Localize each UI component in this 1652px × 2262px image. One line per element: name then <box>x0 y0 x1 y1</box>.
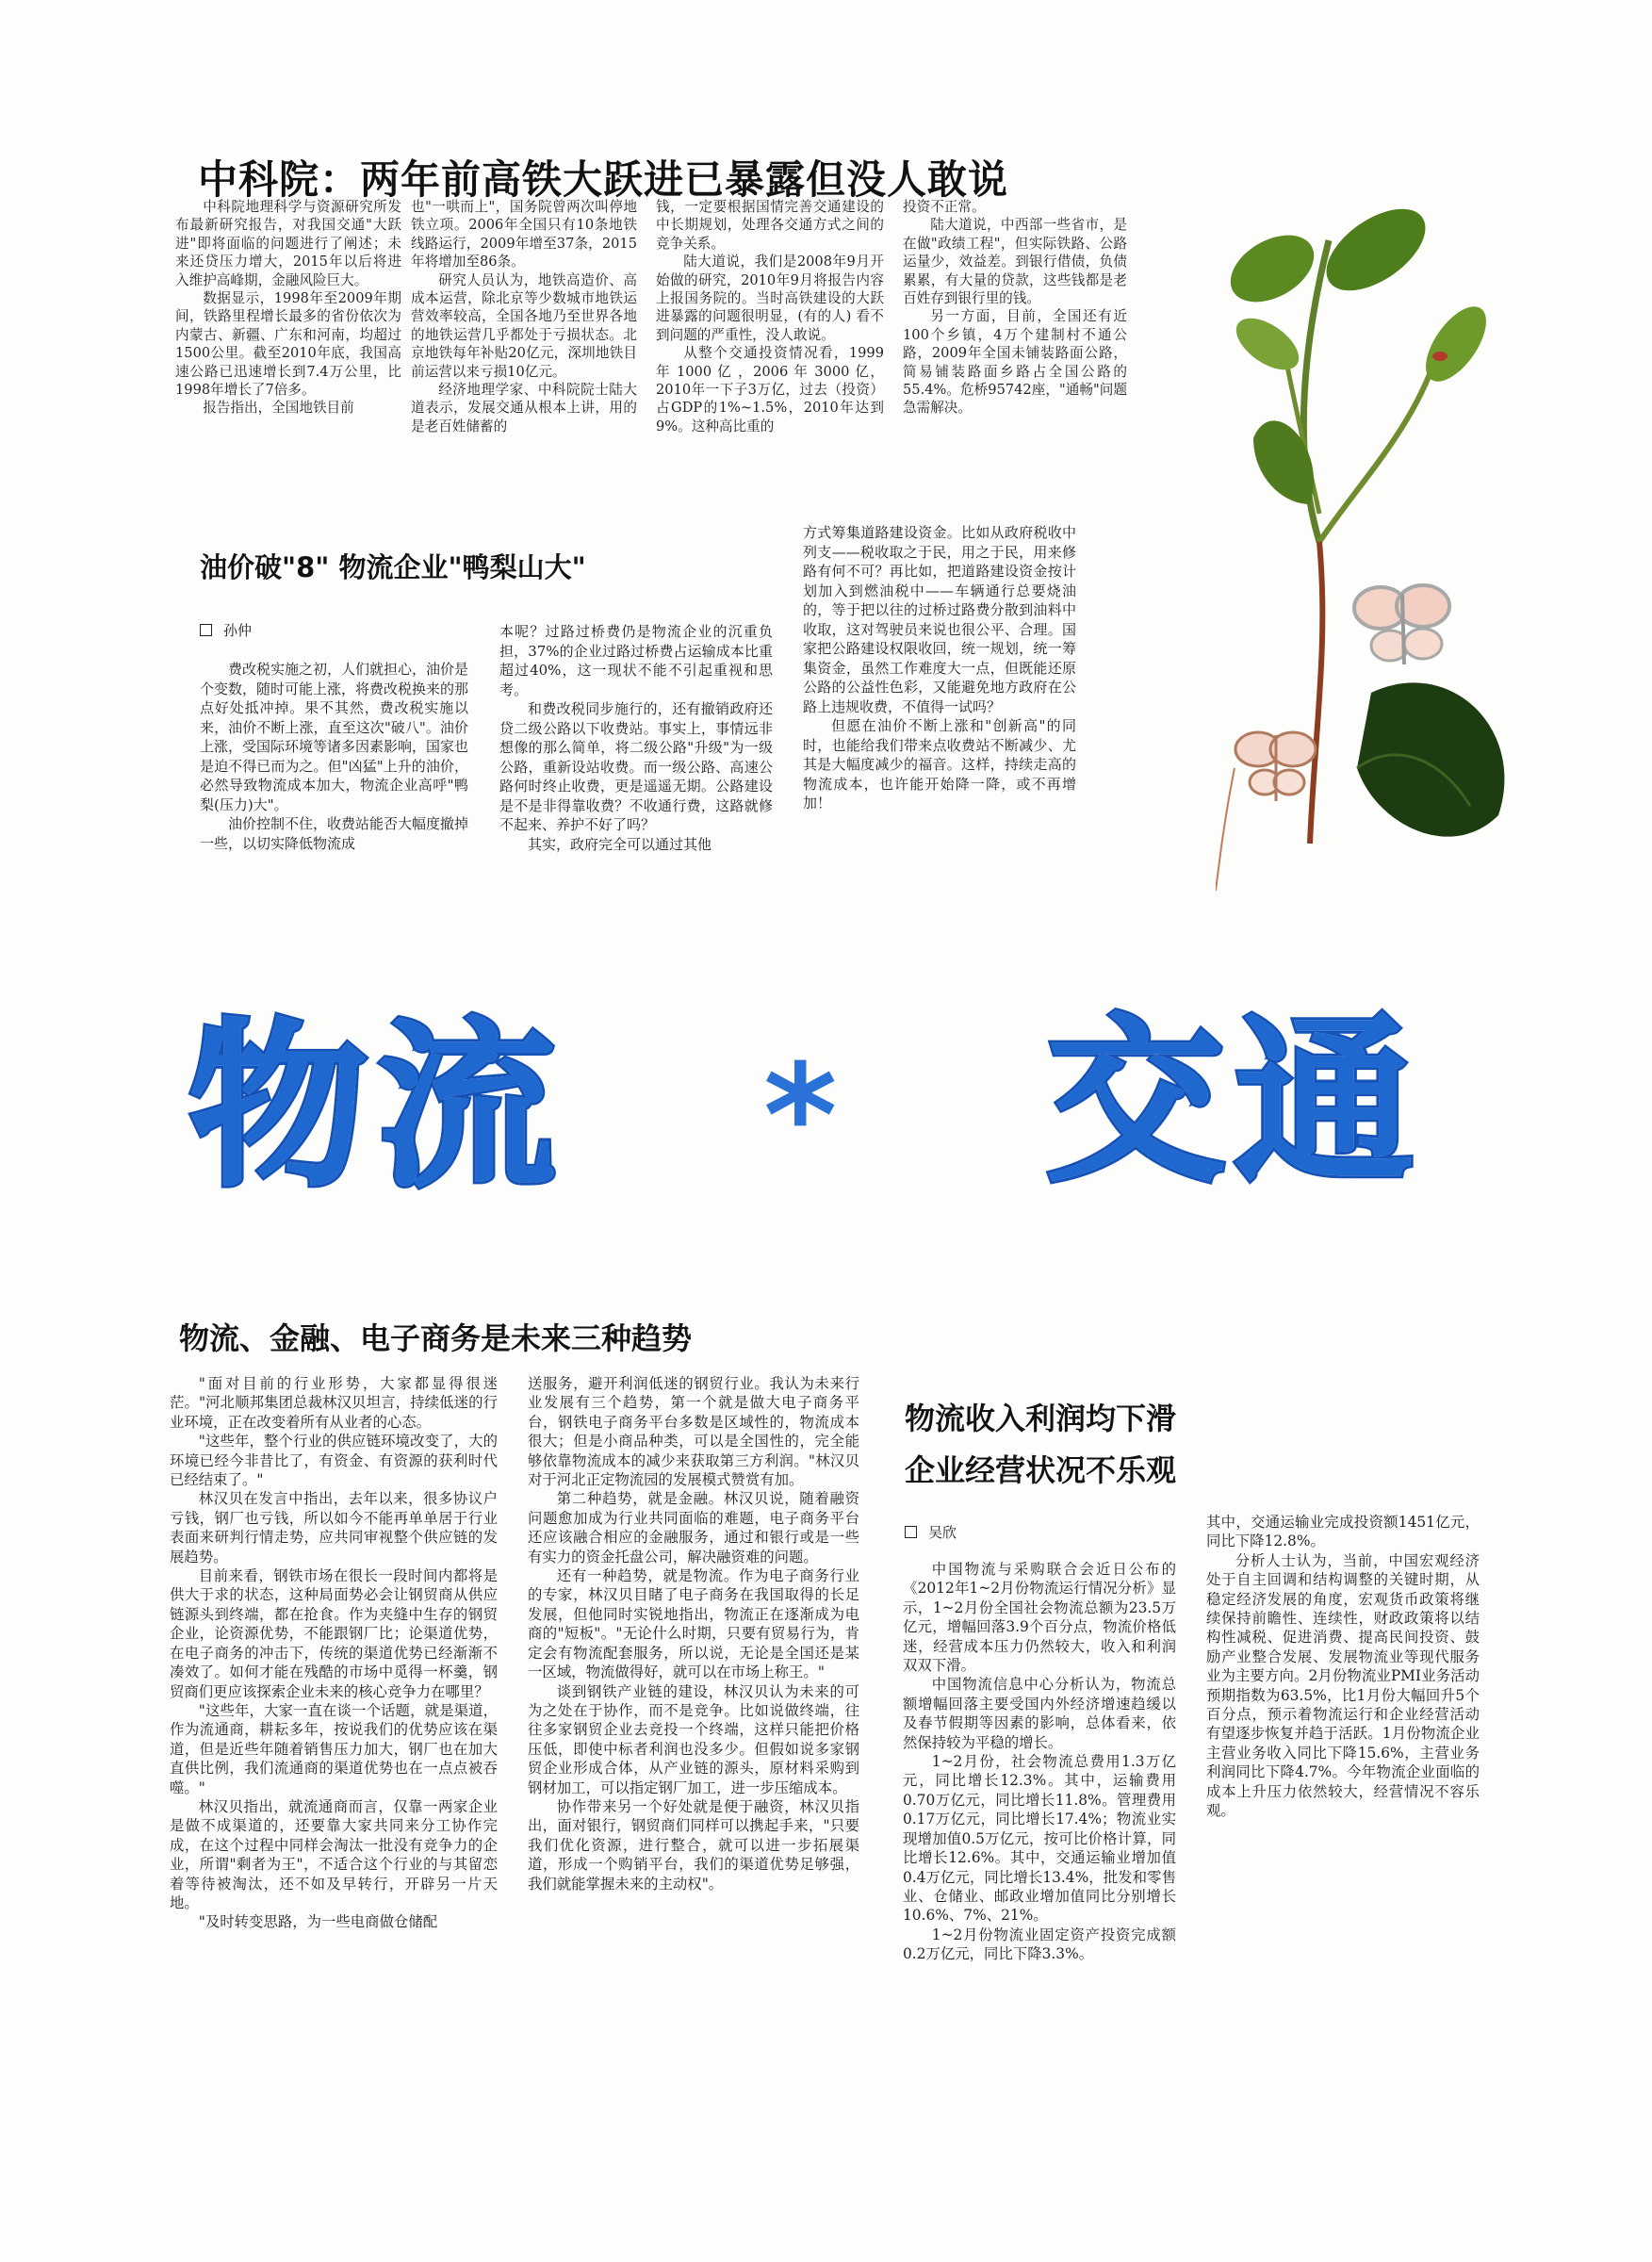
paragraph: 钱，一定要根据国情完善交通建设的中长期规划，处理各交通方式之间的竞争关系。 <box>656 199 884 252</box>
author-name: 吴欣 <box>928 1524 957 1541</box>
article1-column-4 <box>903 198 1127 500</box>
paragraph: 经济地理学家、中科院院士陆大道表示，发展交通从根本上讲，用的是老百姓储蓄的 <box>411 382 637 434</box>
paragraph: 费改税实施之初，人们就担心，油价是个变数，随时可能上涨，将费改税换来的那点好处抵冲掉。果不其然，费改税实施以来，油价不断上涨，直至这次"破八"。油价上涨，受国际环境等诸多因素影响，国家也是迫不得已而为之。但"凶猛"上升的油价，必然导致物流成本加大，物流企业高呼"鸭梨(压力)大"。 <box>200 661 468 813</box>
paragraph: 另一方面，目前，全国还有近100个乡镇，4万个建制村不通公路，2009年全国未铺装路面公路，简易铺装路面乡路占全国公路的55.4%。危桥95742座，"通畅"问题急需解决。 <box>903 308 1127 417</box>
banner-star-icon: * <box>763 1035 838 1199</box>
paragraph: 研究人员认为，地铁高造价、高成本运营，除北京等少数城市地铁运营效率较高，全国各地乃至世界各地的地铁运营几乎都处于亏损状态。北京地铁每年补贴20亿元，深圳地铁目前运营以来亏损10亿元。 <box>411 271 637 380</box>
paragraph: 还有一种趋势，就是物流。作为电子商务行业的专家，林汉贝目睹了电子商务在我国取得的长足发展，但他同时实锐地指出，物流正在逐渐成为电商的"短板"。"无论什么时期，只要有贸易行为，肯定会有物流配套服务，所以说，无论是全国还是某一区域，物流做得好，就可以在市场上称王。" <box>528 1567 859 1681</box>
article3-column-2 <box>528 1374 859 2064</box>
byline-box-icon <box>905 1526 917 1538</box>
paragraph: "这些年，整个行业的供应链环境改变了，大的环境已经今非昔比了，有资金、有资源的获利时代已经结束了。" <box>170 1433 498 1489</box>
article2-column-2 <box>499 622 773 922</box>
paragraph: 其实，政府完全可以通过其他 <box>528 835 712 853</box>
paragraph: 1~2月份，社会物流总费用1.3万亿元，同比增长12.3%。其中，运输费用0.70万亿元，同比增长11.8%。管理费用0.17万亿元，同比增长17.4%；物流业实现增加值0.5万亿元，按可比价格计算，同比增长12.6%。其中，交通运输业增加值0.4万亿元，同比增长13.4%，批发和零售业、仓储业、邮政业增加值同比分别增长10.6%、7%、21%。 <box>903 1753 1176 1925</box>
paragraph: 油价控制不住，收费站能否大幅度撤掉一些，以切实降低物流成 <box>200 815 468 852</box>
paragraph: 陆大道说，我们是2008年9月开始做的研究，2010年9月将报告内容上报国务院的。当时高铁建设的大跃进暴露的问题很明显，(有的人) 看不到问题的严重性，没人敢说。 <box>656 254 884 343</box>
article2-column-3 <box>803 523 1076 928</box>
paragraph: 1~2月份物流业固定资产投资完成额0.2万亿元，同比下降3.3%。 <box>903 1926 1176 1963</box>
banner-transport-text: 交通 <box>1046 998 1424 1206</box>
paragraph: 中国物流信息中心分析认为，物流总额增幅回落主要受国内外经济增速趋缓以及春节假期等因素的影响，总体看来，依然保持较为平稳的增长。 <box>903 1676 1176 1751</box>
paragraph: 其中，交通运输业完成投资额1451亿元，同比下降12.8%。 <box>1206 1514 1480 1550</box>
article4-byline <box>905 1522 957 1542</box>
paragraph: 陆大道说，中西部一些省市，是在做"政绩工程"，但实际铁路、公路运量少，效益差。到银行借债，负债累累，有大量的贷款，这些钱都是老百姓存到银行里的钱。 <box>903 217 1127 307</box>
article3-title: 物流、金融、电子商务是未来三种趋势 <box>179 1320 693 1356</box>
article2-byline <box>200 620 252 640</box>
plant-illustration <box>1216 203 1527 900</box>
paragraph: 分析人士认为，当前，中国宏观经济处于自主回调和结构调整的关键时期，从稳定经济发展的角度，宏观货币政策将继续保持前瞻性、连续性，财政政策将以结构性减税、促进消费、提高民间投资、鼓励产业整合发展、发展物流业等现代服务业为主要方向。2月份物流业PMI业务活动预期指数为63.5%，比1月份大幅回升5个百分点，预示着物流运行和企业经营活动有望逐步恢复并趋于活跃。1月份物流企业主营业务收入同比下降15.6%，主营业务利润同比下降4.7%。今年物流企业面临的成本上升压力依然较大，经营情况不容乐观。 <box>1206 1551 1480 1820</box>
paragraph: 目前来看，钢铁市场在很长一段时间内都将是供大于求的状态，这种局面势必会让钢贸商从供应链源头到终端，都在抢食。作为夹缝中生存的钢贸企业，论资源优势，不能跟钢厂比；论渠道优势，在电子商务的冲击下，传统的渠道优势已经渐渐不凑效了。如何才能在残酷的市场中觅得一杯羹，钢贸商们更应该探索企业未来的核心竞争力在哪里？ <box>170 1567 498 1700</box>
paragraph: 中国物流与采购联合会近日公布的《2012年1~2月份物流运行情况分析》显示，1~2月份全国社会物流总额为23.5万亿元，增幅回落3.9个百分点，物流价格低迷，经营成本压力仍然较大，收入和利润双双下滑。 <box>903 1561 1176 1675</box>
article4-column-2 <box>1206 1513 1480 1909</box>
paragraph: 林汉贝指出，就流通商而言，仅靠一两家企业是做不成渠道的，还要靠大家共同来分工协作完成，在这个过程中同样会淘汰一批没有竞争力的企业，所谓"剩者为王"，不适合这个行业的与其留恋着等待被淘汰，还不如及早转行，开辟另一片天地。 <box>170 1797 498 1911</box>
article1-column-2 <box>411 198 637 500</box>
article3-column-1 <box>170 1374 498 2064</box>
article4-title-line-1: 物流收入利润均下滑 <box>905 1401 1177 1436</box>
article1-column-1 <box>175 198 401 500</box>
banner-logistics-text: 物流 <box>188 1003 566 1211</box>
paragraph: "面对目前的行业形势，大家都显得很迷茫。"河北顺邦集团总裁林汉贝坦言，持续低迷的行业环境，正在改变着所有从业者的心态。 <box>170 1375 498 1431</box>
article4-title-line-2: 企业经营状况不乐观 <box>905 1452 1177 1488</box>
paragraph: 方式筹集道路建设资金。比如从政府税收中列支——税收取之于民，用之于民，用来修路有何不可？再比如，把道路建设资金按计划加入到燃油税中——车辆通行总要烧油的，等于把以往的过桥过路费分散到油料中收取，这对驾驶员来说也很公平、合理。国家把公路建设权限收回，统一规划，统一筹集资金，虽然工作难度大一点，但既能还原公路的公益性色彩，又能避免地方政府在公路上违规收费，不值得一试吗？ <box>803 524 1076 715</box>
paragraph: 也"一哄而上"，国务院曾两次叫停地铁立项。2006年全国只有10条地铁线路运行，2009年增至37条，2015年将增加至86条。 <box>411 199 637 270</box>
paragraph: 但愿在油价不断上涨和"创新高"的同时，也能给我们带来点收费站不断减少、尤其是大幅度减少的福音。这样，持续走高的物流成本，也许能开始降一降，或不再增加！ <box>803 717 1076 811</box>
paragraph: 和费改税同步施行的，还有撤销政府还贷二级公路以下收费站。事实上，事情远非想像的那么简单，将二级公路"升级"为一级公路，重新设站收费。而一级公路、高速公路何时终止收费，更是遥遥无期。公路建设是不是非得靠收费？不收通行费，这路就修不起来、养护不好了吗？ <box>499 700 773 833</box>
paragraph: 数据显示，1998年至2009年期间，铁路里程增长最多的省份依次为内蒙古、新疆、广东和河南，均超过1500公里。截至2010年底，我国高速公路已迅速增长到7.4万公里，比1998年增长了7倍多。 <box>175 290 401 399</box>
paragraph: 送服务，避开利润低迷的钢贸行业。我认为未来行业发展有三个趋势，第一个就是做大电子商务平台，钢铁电子商务平台多数是区域性的，物流成本很大；但是小商品种类，可以是全国性的，完全能够依靠物流成本的减少来获取第三方利润。"林汉贝对于河北正定物流园的发展模式赞赏有加。 <box>528 1375 859 1489</box>
paragraph: 谈到钢铁产业链的建设，林汉贝认为未来的可为之处在于协作，而不是竞争。比如说做终端，往往多家钢贸企业去竞投一个终端，这样只能把价格压低，即使中标者利润也没多少。但假如说多家钢贸企业形成合体，从产业链的源头，原材料采购到钢材加工，可以指定钢厂加工，进一步压缩成本。 <box>528 1682 859 1796</box>
article4-column-1 <box>903 1560 1176 2088</box>
author-name: 孙仲 <box>223 622 253 639</box>
article1-title: 中科院：两年前高铁大跃进已暴露但没人敢说 <box>198 156 1009 203</box>
paragraph: 从整个交通投资情况看，1999 年 1000 亿 ，2006 年 3000 亿，2010年一下子3万亿，过去（投资）占GDP的1%~1.5%，2010年达到9%。这种高比重的 <box>656 345 884 434</box>
paragraph: 报告指出，全国地铁目前 <box>203 400 354 417</box>
paragraph: "这些年，大家一直在谈一个话题，就是渠道，作为流通商，耕耘多年，按说我们的优势应该在渠道，但是近些年随着销售压力加大，钢厂也在加大直供比例，我们流通商的渠道优势也在一点点被吞噬。" <box>170 1701 498 1796</box>
paragraph: 第二种趋势，就是金融。林汉贝说，随着融资问题愈加成为行业共同面临的难题，电子商务平台还应该融合相应的金融服务，通过和银行或是一些有实力的资金托盘公司，解决融资难的问题。 <box>528 1490 859 1565</box>
article1-column-3 <box>656 198 884 500</box>
paragraph: 林汉贝在发言中指出，去年以来，很多协议户亏钱，钢厂也亏钱，所以如今不能再单单居于行业表面来研判行情走势，应共同审视整个供应链的发展趋势。 <box>170 1490 498 1565</box>
paragraph: "及时转变思路，为一些电商做仓储配 <box>198 1913 438 1931</box>
article2-title: 油价破"8" 物流企业"鸭梨山大" <box>200 551 586 583</box>
article2-column-1 <box>200 660 468 919</box>
byline-box-icon <box>200 624 212 636</box>
paragraph: 投资不正常。 <box>903 199 986 215</box>
paragraph: 本呢？过路过桥费仍是物流企业的沉重负担，37%的企业过路过桥费占运输成本比重超过40%，这一现状不能不引起重视和思考。 <box>499 623 773 698</box>
paragraph: 协作带来另一个好处就是便于融资，林汉贝指出，面对银行，钢贸商们同样可以携起手来，"只要我们优化资源，进行整合，就可以进一步拓展渠道，形成一个购销平台，我们的渠道优势足够强，我们就能掌握未来的主动权"。 <box>528 1797 859 1893</box>
paragraph: 中科院地理科学与资源研究所发布最新研究报告，对我国交通"大跃进"即将面临的问题进行了阐述；未来还贷压力增大，2015年以后将进入维护高峰期，金融风险巨大。 <box>175 199 401 288</box>
